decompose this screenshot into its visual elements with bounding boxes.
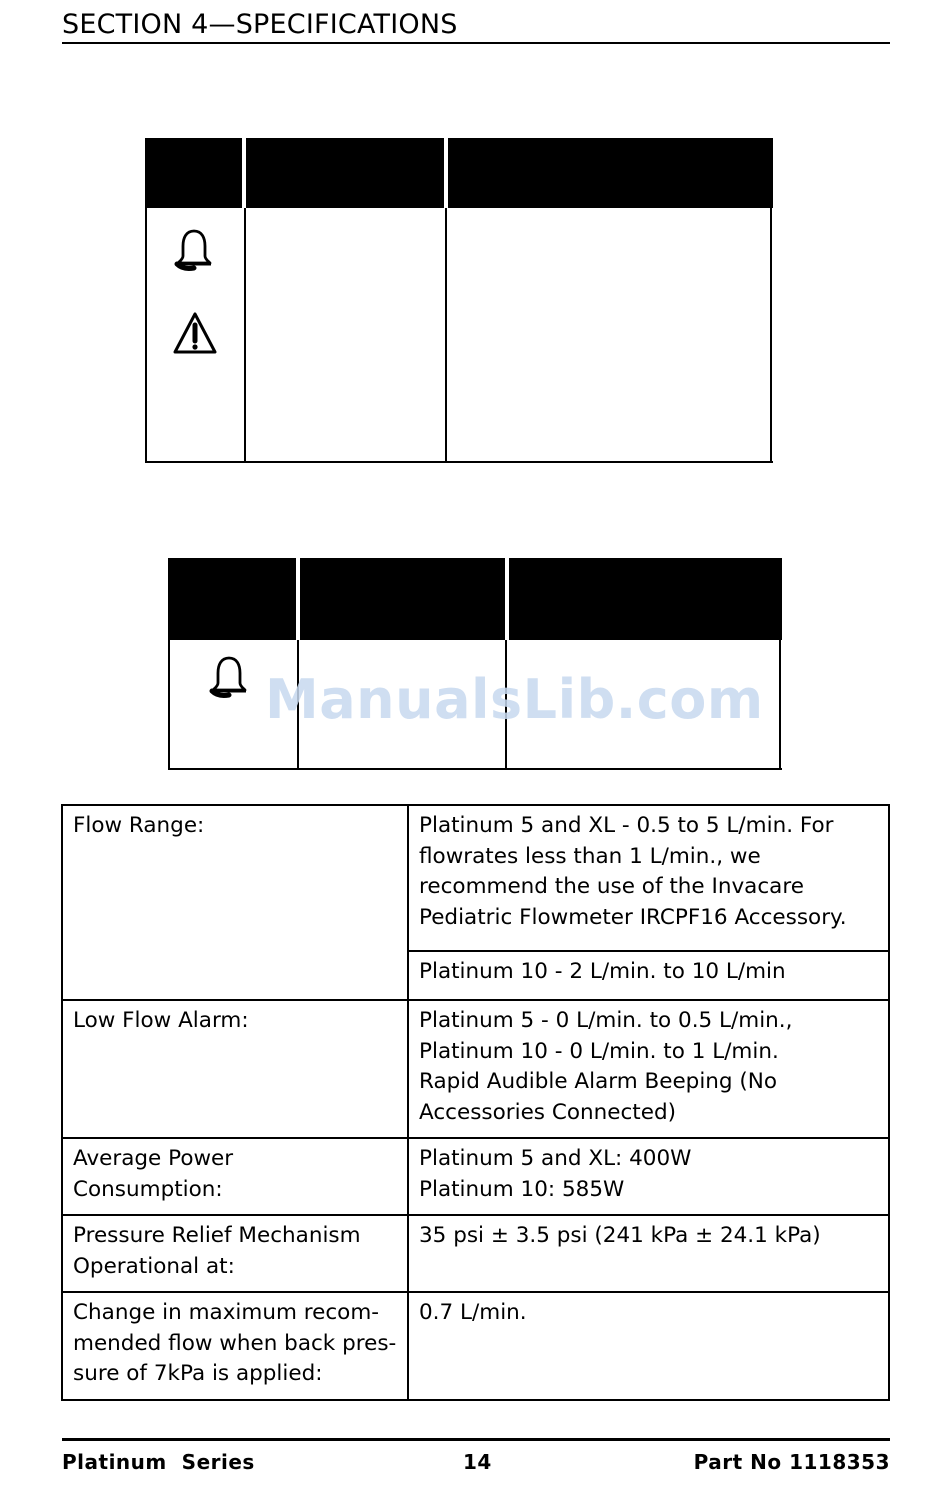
header-cell xyxy=(300,558,505,640)
watermark: ManualsLib.com xyxy=(265,668,764,731)
spec-value-text: 35 psi ± 3.5 psi (241 kPa ± 24.1 kPa) xyxy=(419,1223,821,1248)
bell-icon xyxy=(208,655,250,699)
header-cell xyxy=(509,558,782,640)
spec-value-text: Platinum 5 and XL - 0.5 to 5 L/min. For flowrates less than 1 L/min., we recommend the use of the Invacare Pediatric Flowmeter IRCPF16 Accessory. xyxy=(419,813,847,930)
header-cell xyxy=(168,558,296,640)
spec-value-line: Rapid Audible Alarm Beeping (No xyxy=(419,1069,778,1094)
spec-label xyxy=(62,1000,408,1138)
spec-label-line: Average Power xyxy=(73,1146,234,1171)
warning-triangle-icon xyxy=(172,310,218,356)
spec-value-line: Platinum 5 - 0 L/min. to 0.5 L/min., xyxy=(419,1008,793,1033)
footer-series: Platinum Series xyxy=(62,1450,255,1474)
spec-label xyxy=(62,1215,408,1292)
column-divider xyxy=(244,208,246,463)
column-divider xyxy=(770,208,772,463)
footer-rule xyxy=(62,1438,890,1441)
indicator-table-1 xyxy=(145,138,773,463)
spec-label-line: sure of 7kPa is applied: xyxy=(73,1361,323,1386)
spec-label-line: Consumption: xyxy=(73,1176,223,1202)
spec-label xyxy=(62,805,408,1000)
spec-value-line: Platinum 10 - 0 L/min. to 1 L/min. xyxy=(419,1038,779,1064)
footer-part-number: Part No 1118353 xyxy=(693,1450,890,1474)
spec-label-line: Change in maximum recom- xyxy=(73,1300,380,1325)
table-row xyxy=(62,1000,889,1138)
header-cell xyxy=(145,138,242,208)
spec-label-line: mended flow when back pres- xyxy=(73,1330,397,1356)
column-divider xyxy=(145,208,147,463)
indicator-table-2 xyxy=(168,558,782,770)
spec-value xyxy=(408,1138,889,1215)
spec-value-line: Platinum 10: 585W xyxy=(419,1176,625,1202)
column-divider xyxy=(779,640,781,770)
spec-value-text: 0.7 L/min. xyxy=(419,1300,527,1325)
table-row xyxy=(62,1292,889,1400)
spec-value xyxy=(408,805,889,951)
spec-label xyxy=(62,1138,408,1215)
spec-value xyxy=(408,1292,889,1400)
bottom-border xyxy=(145,461,773,463)
spec-value-text: Platinum 10 - 2 L/min. to 10 L/min xyxy=(419,958,786,984)
spec-label-text: Flow Range: xyxy=(73,813,205,838)
header-cell xyxy=(246,138,444,208)
spec-value xyxy=(408,951,889,1000)
bell-icon xyxy=(173,228,215,272)
spec-label-line: Pressure Relief Mechanism xyxy=(73,1223,361,1248)
column-divider xyxy=(168,640,170,770)
specifications-table xyxy=(61,804,890,1401)
table-row xyxy=(62,1215,889,1292)
spec-value-line: Accessories Connected) xyxy=(419,1099,676,1125)
section-title: SECTION 4—SPECIFICATIONS xyxy=(62,8,890,44)
spec-value-line: Platinum 5 and XL: 400W xyxy=(419,1146,692,1171)
table-row xyxy=(62,1138,889,1215)
spec-label-line: Operational at: xyxy=(73,1253,235,1279)
spec-label xyxy=(62,1292,408,1400)
bottom-border xyxy=(168,768,782,770)
footer-page-number: 14 xyxy=(463,1450,492,1474)
spec-value xyxy=(408,1215,889,1292)
column-divider xyxy=(445,208,447,463)
header-cell xyxy=(448,138,773,208)
table-row xyxy=(62,805,889,951)
spec-value xyxy=(408,1000,889,1138)
spec-label-text: Low Flow Alarm: xyxy=(73,1008,249,1033)
